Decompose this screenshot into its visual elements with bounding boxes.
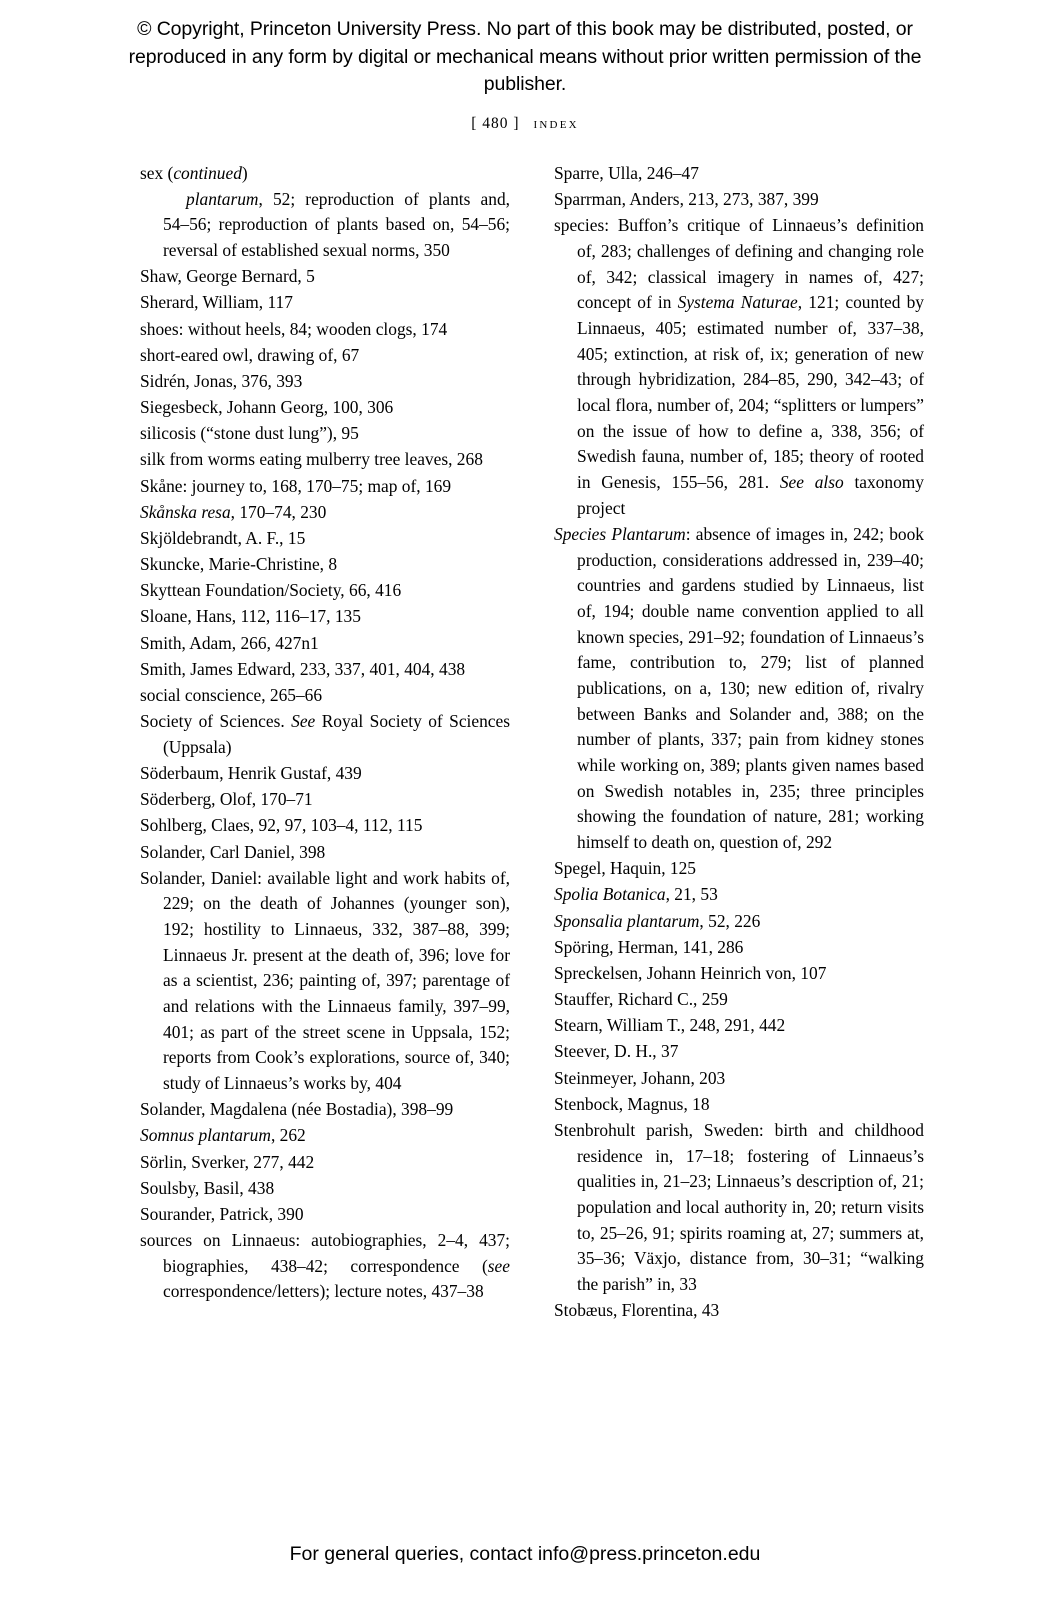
index-entry: silk from worms eating mulberry tree leaves, 268	[140, 449, 483, 470]
index-entry: Spöring, Herman, 141, 286	[554, 936, 744, 957]
index-entry: social conscience, 265–66	[140, 685, 323, 705]
index-entry: Steinmeyer, Johann, 203	[554, 1067, 726, 1088]
index-entry: Spreckelsen, Johann Heinrich von, 107	[554, 962, 827, 983]
index-entry: Siegesbeck, Johann Georg, 100, 306	[140, 397, 394, 418]
index-entry: Society of Sciences. See Royal Society of Sciences (Uppsala)	[140, 711, 510, 757]
index-entry: Solander, Daniel: available light and work habits of, 229; on the death of Johannes (younger son), 192; hostility to Linnaeus, 332, 387–88, 399; Linnaeus Jr. present at the death of, 396; love for as a scientist, 236; painting of, 397; parentage of and relations with the Linnaeus family, 397–99, 401; as part of the street scene in Uppsala, 152; reports from Cook’s explorations, source of, 340; study of Linnaeus’s works by, 404	[140, 867, 510, 1094]
index-entry: Sherard, William, 117	[140, 292, 293, 313]
index-entry: Spolia Botanica, 21, 53	[554, 884, 718, 905]
folio-number: [ 480 ]	[471, 115, 520, 133]
index-column-right	[554, 161, 924, 1324]
index-entry: Species Plantarum: absence of images in, 242; book production, considerations addressed in, 239–40; countries and gardens studied by Linnaeus, list of, 194; double name convention applied to all known species, 291–92; foundation of Linnaeus’s fame, contribution to, 279; list of planned publications, on a, 130; new edition of, rivalry between Banks and Solander and, 388; on the number of plants, 337; pain from kidney stones while working on, 389; plants given names based on Swedish notables in, 235; three principles showing the foundation of nature, 281; working himself to death on, question of, 292	[554, 523, 925, 853]
index-entry: Sponsalia plantarum, 52, 226	[554, 910, 761, 931]
index-entry: sex (continued) plantarum, 52; reproduction of plants and, 54–56; reproduction of plants based on, 54–56; reversal of established sexual norms, 350	[140, 163, 510, 261]
index-entry: Sörlin, Sverker, 277, 442	[140, 1151, 315, 1172]
index-entry: Stobæus, Florentina, 43	[554, 1300, 720, 1321]
section-label: index	[533, 115, 579, 133]
index-column-left	[140, 161, 510, 1324]
index-entry: Smith, James Edward, 233, 337, 401, 404, 438	[140, 658, 466, 679]
index-entry: Shaw, George Bernard, 5	[140, 266, 315, 287]
index-entry: Soulsby, Basil, 438	[140, 1177, 275, 1198]
index-entry: species: Buffon’s critique of Linnaeus’s definition of, 283; challenges of defining and changing role of, 342; classical imagery in names of, 427; concept of in Systema Naturae, 121; counted by Linnaeus, 405; estimated number of, 337–38, 405; extinction, at risk of, ix; generation of new through hybridization, 284–85, 290, 342–43; of local flora, number of, 204; “splitters or lumpers” on the issue of how to define a, 338, 356; of Swedish fauna, number of, 185; theory of rooted in Genesis, 155–56, 281. See also taxonomy project	[554, 215, 925, 518]
index-entry: Sidrén, Jonas, 376, 393	[140, 370, 303, 391]
index-entry: Somnus plantarum, 262	[140, 1125, 306, 1146]
index-entry: shoes: without heels, 84; wooden clogs, 174	[140, 318, 448, 339]
copyright-notice: © Copyright, Princeton University Press. No part of this book may be distributed, posted, or reproduced in any form by digital or mechanical means without prior written permission of the publisher.	[128, 18, 922, 96]
index-entry: Sparrman, Anders, 213, 273, 387, 399	[554, 189, 819, 210]
running-head	[0, 115, 1050, 133]
index-entry: Stenbrohult parish, Sweden: birth and childhood residence in, 17–18; fostering of Linnaeus’s qualities in, 21–23; Linnaeus’s description of, 21; population and local authority in, 20; return visits to, 25–26, 91; spirits roaming at, 27; summers at, 35–36; Växjo, distance from, 30–31; “walking the parish” in, 33	[554, 1119, 924, 1294]
index-entry: sources on Linnaeus: autobiographies, 2–4, 437; biographies, 438–42; correspondence (see correspondence/letters); lecture notes, 437–38	[140, 1230, 510, 1302]
index-entry: Solander, Magdalena (née Bostadia), 398–99	[140, 1099, 454, 1120]
index-entry: Sparre, Ulla, 246–47	[554, 163, 699, 184]
index-entry: Stearn, William T., 248, 291, 442	[554, 1015, 786, 1036]
index-entry: Skjöldebrandt, A. F., 15	[140, 527, 306, 548]
index-entry: Stauffer, Richard C., 259	[554, 989, 728, 1010]
index-entry: Steever, D. H., 37	[554, 1041, 679, 1062]
index-entry: Sloane, Hans, 112, 116–17, 135	[140, 606, 361, 627]
index-entry: Skånska resa, 170–74, 230	[140, 501, 327, 522]
index-entry: Spegel, Haquin, 125	[554, 858, 697, 879]
index-entry: short-eared owl, drawing of, 67	[140, 344, 360, 365]
index-entry: Skåne: journey to, 168, 170–75; map of, 169	[140, 475, 452, 496]
index-entry: Skuncke, Marie-Christine, 8	[140, 554, 338, 575]
index-entry: Söderbaum, Henrik Gustaf, 439	[140, 763, 362, 784]
index-entry: Sourander, Patrick, 390	[140, 1203, 304, 1224]
index-columns	[0, 133, 1050, 1324]
index-entry: Sohlberg, Claes, 92, 97, 103–4, 112, 115	[140, 815, 423, 836]
index-entry: Söderberg, Olof, 170–71	[140, 789, 313, 810]
index-entry: Skyttean Foundation/Society, 66, 416	[140, 580, 402, 601]
index-entry: silicosis (“stone dust lung”), 95	[140, 423, 359, 444]
footer-queries-line: For general queries, contact info@press.princeton.edu	[289, 1543, 761, 1565]
index-entry: Stenbock, Magnus, 18	[554, 1093, 710, 1114]
index-entry: Smith, Adam, 266, 427n1	[140, 632, 319, 653]
index-entry: Solander, Carl Daniel, 398	[140, 841, 326, 862]
